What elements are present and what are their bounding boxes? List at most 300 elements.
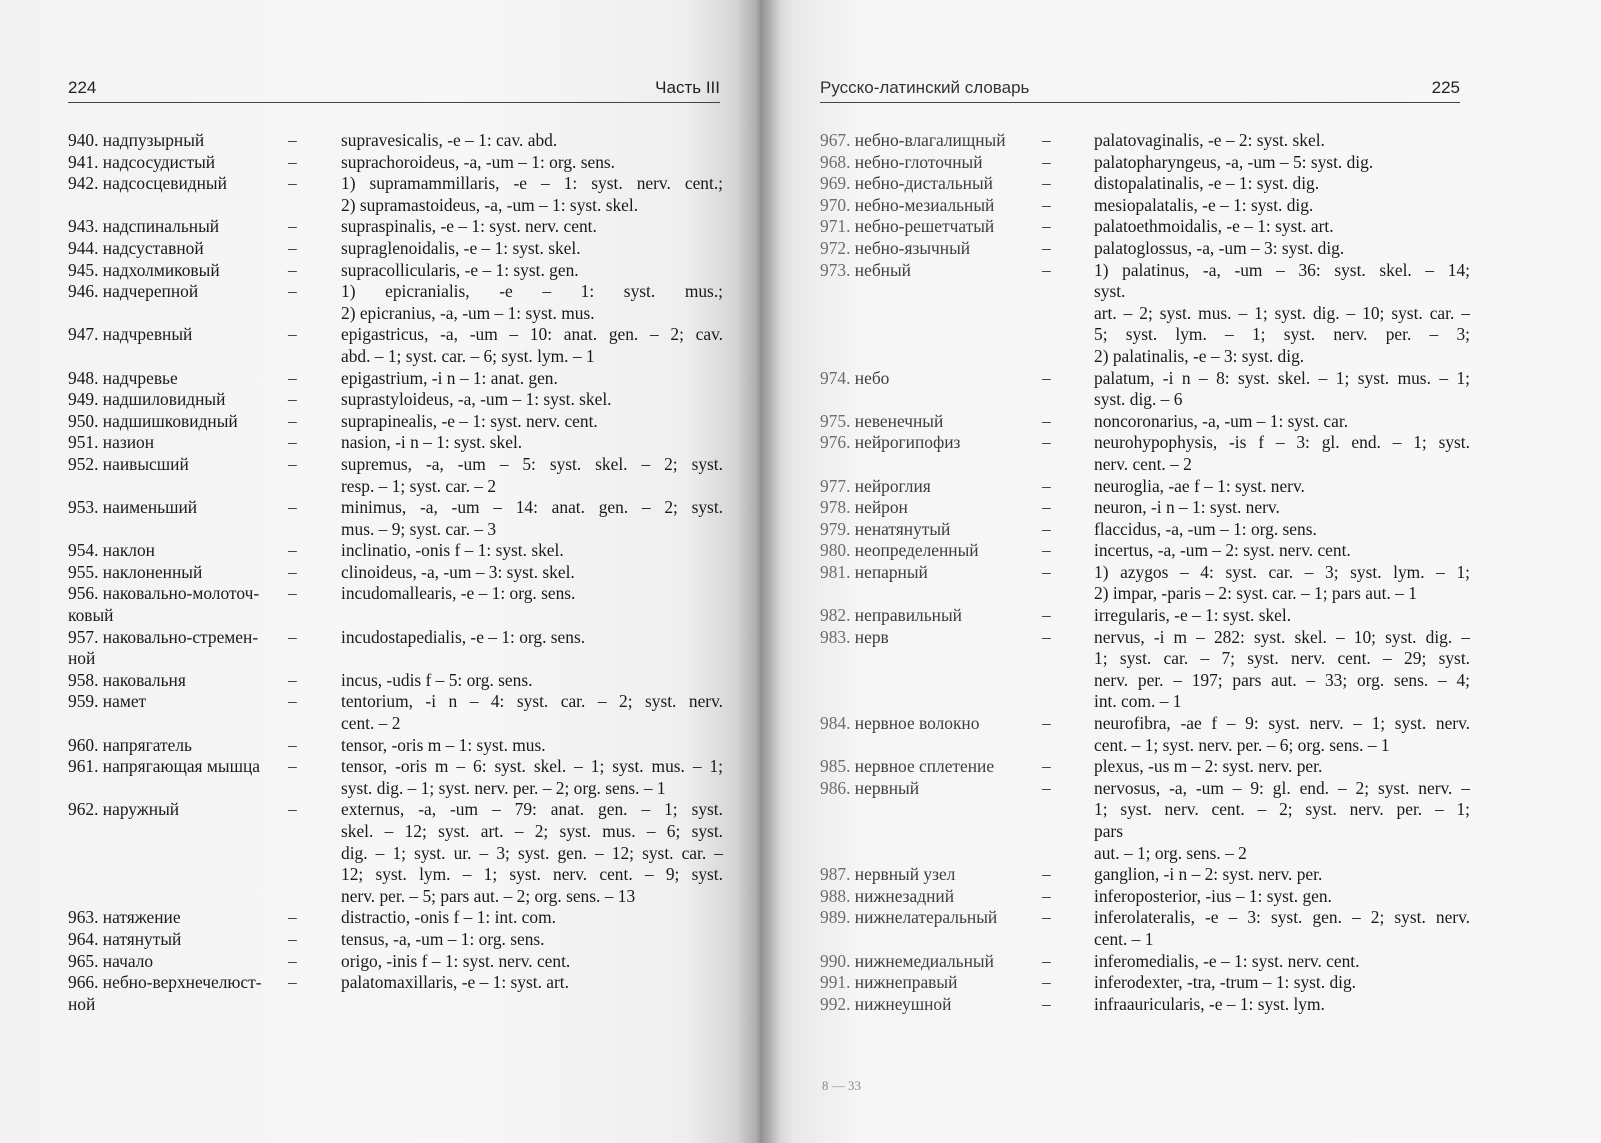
russian-term bbox=[820, 972, 1032, 994]
entry-number: 952. bbox=[68, 453, 99, 474]
russian-term-line: надсосцевидный bbox=[102, 173, 227, 194]
russian-term-line: нейрогипофиз bbox=[854, 432, 961, 453]
latin-definition bbox=[341, 670, 723, 692]
latin-definition bbox=[341, 756, 723, 799]
entry-number: 976. bbox=[820, 432, 851, 453]
dictionary-entry bbox=[68, 583, 723, 626]
latin-definition bbox=[1094, 907, 1470, 950]
latin-definition-line: aut. – 1; org. sens. – 2 bbox=[1094, 842, 1247, 863]
russian-term bbox=[820, 886, 1032, 908]
entry-dash: – bbox=[1042, 410, 1051, 431]
dictionary-entry bbox=[820, 476, 1470, 498]
russian-term-line: небно-верхнечелюст- bbox=[102, 972, 262, 993]
latin-definition bbox=[1094, 238, 1470, 260]
latin-definition-line: clinoideus, -a, -um – 3: syst. skel. bbox=[341, 561, 575, 582]
russian-term bbox=[68, 497, 278, 540]
entry-dash: – bbox=[1042, 367, 1051, 388]
dictionary-entry bbox=[68, 562, 723, 584]
entry-dash: – bbox=[1042, 497, 1051, 518]
latin-definition-line: inferolateralis, -e – 3: syst. gen. – 2; syst. nerv. bbox=[1094, 907, 1470, 928]
russian-term bbox=[820, 519, 1032, 541]
latin-definition bbox=[341, 540, 723, 562]
russian-term bbox=[820, 864, 1032, 886]
russian-term-line: нервный узел bbox=[854, 864, 956, 885]
latin-definition bbox=[1094, 627, 1470, 713]
latin-definition bbox=[341, 130, 723, 152]
russian-term bbox=[68, 951, 278, 973]
latin-definition bbox=[341, 216, 723, 238]
latin-definition bbox=[341, 799, 723, 907]
entry-dash: – bbox=[1042, 972, 1051, 993]
entry-number: 974. bbox=[820, 367, 851, 388]
russian-term-line: нижнеправый bbox=[854, 972, 958, 993]
russian-term-line: наковально-стремен- bbox=[102, 626, 259, 647]
entry-dash: – bbox=[1042, 540, 1051, 561]
russian-term-line: надспинальный bbox=[102, 216, 220, 237]
dictionary-entry bbox=[820, 238, 1470, 260]
dictionary-entry bbox=[820, 152, 1470, 174]
dictionary-entry bbox=[68, 432, 723, 454]
russian-term bbox=[820, 562, 1032, 605]
latin-definition-line: syst. bbox=[1094, 281, 1126, 302]
entry-dash: – bbox=[288, 259, 297, 280]
latin-definition-line: 1) epicranialis, -e – 1: syst. mus.; bbox=[341, 281, 723, 302]
latin-definition-line: suprastyloideus, -a, -um – 1: syst. skel. bbox=[341, 389, 612, 410]
entry-number: 978. bbox=[820, 497, 851, 518]
latin-definition-line: inferodexter, -tra, -trum – 1: syst. dig. bbox=[1094, 972, 1357, 993]
entry-dash: – bbox=[288, 151, 297, 172]
latin-definition-line: abd. – 1; syst. car. – 6; syst. lym. – 1 bbox=[341, 345, 595, 366]
entry-dash: – bbox=[1042, 907, 1051, 928]
latin-definition bbox=[341, 238, 723, 260]
russian-term bbox=[820, 130, 1032, 152]
latin-definition-line: nervus, -i m – 282: syst. skel. – 10; syst. dig. – bbox=[1094, 626, 1470, 647]
latin-definition-line: tensor, -oris m – 6: syst. skel. – 1; syst. mus. – 1; bbox=[341, 756, 723, 777]
entry-dash: – bbox=[1042, 475, 1051, 496]
dictionary-entry bbox=[820, 411, 1470, 433]
dictionary-entry bbox=[68, 216, 723, 238]
latin-definition bbox=[1094, 951, 1470, 973]
russian-term bbox=[820, 432, 1032, 475]
russian-term-line: наклоненный bbox=[102, 561, 203, 582]
russian-term bbox=[68, 173, 278, 216]
entry-dash: – bbox=[288, 734, 297, 755]
russian-term bbox=[68, 907, 278, 929]
entry-dash: – bbox=[1042, 151, 1051, 172]
entry-dash: – bbox=[288, 928, 297, 949]
dictionary-entry bbox=[68, 173, 723, 216]
entry-number: 979. bbox=[820, 518, 851, 539]
russian-term-line: надчревный bbox=[102, 324, 193, 345]
latin-definition-line: resp. – 1; syst. car. – 2 bbox=[341, 475, 497, 496]
latin-definition-line: neurohypophysis, -is f – 3: gl. end. – 1; syst. bbox=[1094, 432, 1470, 453]
latin-definition bbox=[1094, 130, 1470, 152]
dictionary-entry bbox=[68, 735, 723, 757]
latin-definition bbox=[341, 691, 723, 734]
dictionary-entry bbox=[68, 972, 723, 1015]
dictionary-entry bbox=[68, 907, 723, 929]
russian-term bbox=[820, 907, 1032, 950]
latin-definition-line: cent. – 2 bbox=[341, 713, 401, 734]
russian-term bbox=[820, 173, 1032, 195]
latin-definition bbox=[341, 907, 723, 929]
russian-term bbox=[68, 670, 278, 692]
latin-definition-line: supraspinalis, -e – 1: syst. nerv. cent. bbox=[341, 216, 597, 237]
russian-term bbox=[820, 994, 1032, 1016]
latin-definition-line: palatum, -i n – 8: syst. skel. – 1; syst. mus. – 1; bbox=[1094, 367, 1470, 388]
latin-definition-line: palatoethmoidalis, -e – 1: syst. art. bbox=[1094, 216, 1334, 237]
entry-dash: – bbox=[1042, 216, 1051, 237]
russian-term-line: напрягающая мышца bbox=[102, 756, 261, 777]
latin-definition bbox=[1094, 994, 1470, 1016]
russian-term bbox=[68, 540, 278, 562]
russian-term-line: нижнезадний bbox=[854, 885, 955, 906]
dictionary-entry bbox=[820, 173, 1470, 195]
russian-term bbox=[820, 216, 1032, 238]
entry-number: 968. bbox=[820, 151, 851, 172]
russian-term-line: небно-глоточный bbox=[854, 151, 983, 172]
latin-definition-line: dig. – 1; syst. ur. – 3; syst. gen. – 12; syst. car. – bbox=[341, 842, 723, 863]
russian-term-line: начало bbox=[102, 950, 154, 971]
russian-term bbox=[820, 778, 1032, 864]
russian-term-line: неопределенный bbox=[854, 540, 979, 561]
latin-definition bbox=[341, 260, 723, 282]
latin-definition-line: ganglion, -i n – 2: syst. nerv. per. bbox=[1094, 864, 1323, 885]
entry-dash: – bbox=[1042, 259, 1051, 280]
entry-number: 977. bbox=[820, 475, 851, 496]
entry-dash: – bbox=[1042, 626, 1051, 647]
latin-definition bbox=[1094, 368, 1470, 411]
entry-number: 985. bbox=[820, 756, 851, 777]
russian-term-line: надчревье bbox=[102, 367, 178, 388]
latin-definition bbox=[1094, 173, 1470, 195]
latin-definition-line: infraauricularis, -e – 1: syst. lym. bbox=[1094, 993, 1325, 1014]
latin-definition bbox=[1094, 562, 1470, 605]
dictionary-entry bbox=[820, 627, 1470, 713]
dictionary-entry bbox=[820, 519, 1470, 541]
latin-definition-line: neuroglia, -ae f – 1: syst. nerv. bbox=[1094, 475, 1305, 496]
latin-definition-line: palatomaxillaris, -e – 1: syst. art. bbox=[341, 972, 569, 993]
latin-definition bbox=[341, 173, 723, 216]
latin-definition bbox=[341, 972, 723, 1015]
russian-term-line: небно-решетчатый bbox=[854, 216, 995, 237]
dictionary-entry bbox=[68, 799, 723, 907]
russian-term-line: нервное волокно bbox=[854, 713, 980, 734]
latin-definition-line: palatoglossus, -a, -um – 3: syst. dig. bbox=[1094, 237, 1345, 258]
latin-definition-line: distopalatinalis, -e – 1: syst. dig. bbox=[1094, 173, 1320, 194]
entry-number: 945. bbox=[68, 259, 99, 280]
russian-term-line: нервное сплетение bbox=[854, 756, 995, 777]
entry-number: 949. bbox=[68, 389, 99, 410]
entry-number: 941. bbox=[68, 151, 99, 172]
entry-number: 956. bbox=[68, 583, 99, 604]
footer-signature: 8 — 33 bbox=[822, 1078, 861, 1093]
dictionary-entry bbox=[820, 972, 1470, 994]
latin-definition bbox=[341, 411, 723, 433]
left-running-head: Часть III bbox=[655, 78, 720, 97]
latin-definition bbox=[341, 368, 723, 390]
russian-term-line: натяжение bbox=[102, 907, 181, 928]
entry-dash: – bbox=[288, 497, 297, 518]
left-entry-list bbox=[68, 130, 723, 1015]
entry-number: 947. bbox=[68, 324, 99, 345]
latin-definition bbox=[1094, 260, 1470, 368]
entry-dash: – bbox=[288, 237, 297, 258]
latin-definition-line: 2) epicranius, -a, -um – 1: syst. mus. bbox=[341, 302, 595, 323]
dictionary-entry bbox=[68, 454, 723, 497]
latin-definition-line: 12; syst. lym. – 1; syst. nerv. cent. – 9; syst. bbox=[341, 864, 723, 885]
latin-definition-line: incudostapedialis, -e – 1: org. sens. bbox=[341, 626, 586, 647]
latin-definition-line: inclinatio, -onis f – 1: syst. skel. bbox=[341, 540, 564, 561]
entry-number: 950. bbox=[68, 410, 99, 431]
latin-definition-line: plexus, -us m – 2: syst. nerv. per. bbox=[1094, 756, 1323, 777]
entry-dash: – bbox=[1042, 993, 1051, 1014]
latin-definition bbox=[341, 281, 723, 324]
russian-term bbox=[68, 432, 278, 454]
latin-definition-line: neurofibra, -ae f – 9: syst. nerv. – 1; syst. nerv. bbox=[1094, 713, 1470, 734]
russian-term bbox=[68, 152, 278, 174]
entry-number: 961. bbox=[68, 756, 99, 777]
entry-dash: – bbox=[288, 324, 297, 345]
dictionary-entry bbox=[68, 627, 723, 670]
latin-definition-line: nerv. per. – 197; pars aut. – 33; org. sens. – 4; bbox=[1094, 669, 1470, 690]
latin-definition-line: incertus, -a, -um – 2: syst. nerv. cent. bbox=[1094, 540, 1351, 561]
entry-dash: – bbox=[288, 756, 297, 777]
entry-dash: – bbox=[1042, 173, 1051, 194]
dictionary-entry bbox=[68, 411, 723, 433]
entry-number: 948. bbox=[68, 367, 99, 388]
dictionary-entry bbox=[820, 713, 1470, 756]
latin-definition-line: 5; syst. lym. – 1; syst. nerv. per. – 3; bbox=[1094, 324, 1470, 345]
latin-definition-line: pars bbox=[1094, 821, 1123, 841]
dictionary-entry bbox=[68, 260, 723, 282]
russian-term bbox=[68, 368, 278, 390]
latin-definition-line: incudomallearis, -e – 1: org. sens. bbox=[341, 583, 576, 604]
latin-definition bbox=[1094, 152, 1470, 174]
latin-definition-line: nerv. cent. – 2 bbox=[1094, 453, 1192, 474]
entry-number: 944. bbox=[68, 237, 99, 258]
dictionary-entry bbox=[820, 216, 1470, 238]
entry-number: 942. bbox=[68, 173, 99, 194]
latin-definition bbox=[1094, 756, 1470, 778]
dictionary-entry bbox=[820, 497, 1470, 519]
entry-number: 963. bbox=[68, 907, 99, 928]
dictionary-entry bbox=[820, 130, 1470, 152]
entry-dash: – bbox=[288, 173, 297, 194]
latin-definition-line: distractio, -onis f – 1: int. com. bbox=[341, 907, 556, 928]
entry-number: 967. bbox=[820, 130, 851, 150]
entry-dash: – bbox=[288, 799, 297, 820]
latin-definition-line: suprachoroideus, -a, -um – 1: org. sens. bbox=[341, 151, 616, 172]
entry-number: 970. bbox=[820, 194, 851, 215]
russian-term-line: ковый bbox=[68, 605, 114, 626]
latin-definition-line: supremus, -a, -um – 5: syst. skel. – 2; syst. bbox=[341, 453, 723, 474]
latin-definition-line: 1; syst. car. – 7; syst. nerv. cent. – 29; syst. bbox=[1094, 648, 1470, 669]
latin-definition-line: nervosus, -a, -um – 9: gl. end. – 2; syst. nerv. – bbox=[1094, 777, 1470, 798]
latin-definition bbox=[1094, 886, 1470, 908]
latin-definition-line: neuron, -i n – 1: syst. nerv. bbox=[1094, 497, 1280, 518]
entry-number: 975. bbox=[820, 410, 851, 431]
entry-number: 980. bbox=[820, 540, 851, 561]
russian-term-line: нижнеушной bbox=[854, 993, 952, 1014]
latin-definition bbox=[341, 951, 723, 973]
dictionary-entry bbox=[820, 562, 1470, 605]
russian-term-line: надхолмиковый bbox=[102, 259, 220, 280]
russian-term-line: ной bbox=[68, 993, 96, 1014]
russian-term-line: нижнелатеральный bbox=[854, 907, 998, 928]
entry-dash: – bbox=[1042, 194, 1051, 215]
right-page-number: 225 bbox=[1431, 78, 1460, 97]
latin-definition bbox=[341, 432, 723, 454]
entry-dash: – bbox=[288, 561, 297, 582]
russian-term-line: намет bbox=[102, 691, 147, 712]
latin-definition bbox=[1094, 411, 1470, 433]
russian-term-line: небно-мезиальный bbox=[854, 194, 995, 215]
latin-definition-line: tensor, -oris m – 1: syst. mus. bbox=[341, 734, 546, 755]
russian-term bbox=[68, 216, 278, 238]
russian-term bbox=[820, 713, 1032, 756]
latin-definition-line: mus. – 9; syst. car. – 3 bbox=[341, 518, 497, 539]
dictionary-entry bbox=[68, 670, 723, 692]
entry-number: 940. bbox=[68, 130, 99, 150]
latin-definition bbox=[1094, 432, 1470, 475]
russian-term bbox=[68, 691, 278, 734]
latin-definition-line: flaccidus, -a, -um – 1: org. sens. bbox=[1094, 518, 1317, 539]
russian-term-line: наковально-молоточ- bbox=[102, 583, 260, 604]
dictionary-entry bbox=[68, 756, 723, 799]
latin-definition bbox=[341, 497, 723, 540]
entry-dash: – bbox=[1042, 885, 1051, 906]
dictionary-entry bbox=[820, 778, 1470, 864]
entry-dash: – bbox=[1042, 605, 1051, 626]
russian-term bbox=[820, 260, 1032, 368]
entry-dash: – bbox=[288, 691, 297, 712]
latin-definition bbox=[1094, 497, 1470, 519]
entry-number: 951. bbox=[68, 432, 99, 453]
russian-term-line: небно-влагалищный bbox=[854, 130, 1006, 150]
latin-definition-line: nasion, -i n – 1: syst. skel. bbox=[341, 432, 523, 453]
latin-definition-line: supraglenoidalis, -e – 1: syst. skel. bbox=[341, 237, 581, 258]
russian-term-line: надсосудистый bbox=[102, 151, 216, 172]
entry-number: 971. bbox=[820, 216, 851, 237]
russian-term bbox=[820, 605, 1032, 627]
entry-dash: – bbox=[288, 410, 297, 431]
russian-term bbox=[68, 324, 278, 367]
russian-term-line: натянутый bbox=[102, 928, 182, 949]
russian-term-line: нижнемедиальный bbox=[854, 950, 994, 971]
russian-term-line: небно-язычный bbox=[854, 237, 971, 258]
russian-term bbox=[820, 411, 1032, 433]
entry-dash: – bbox=[288, 907, 297, 928]
right-running-head: Русско-латинский словарь bbox=[820, 78, 1030, 97]
dictionary-entry bbox=[820, 260, 1470, 368]
entry-number: 958. bbox=[68, 669, 99, 690]
latin-definition-line: art. – 2; syst. mus. – 1; syst. dig. – 10; syst. car. – bbox=[1094, 302, 1470, 323]
entry-dash: – bbox=[288, 367, 297, 388]
russian-term bbox=[820, 627, 1032, 713]
entry-number: 962. bbox=[68, 799, 99, 820]
dictionary-entry bbox=[820, 195, 1470, 217]
dictionary-entry bbox=[68, 152, 723, 174]
latin-definition-line: supracollicularis, -e – 1: syst. gen. bbox=[341, 259, 579, 280]
entry-dash: – bbox=[288, 130, 297, 150]
entry-dash: – bbox=[288, 453, 297, 474]
latin-definition bbox=[341, 454, 723, 497]
entry-number: 957. bbox=[68, 626, 99, 647]
dictionary-entry bbox=[820, 368, 1470, 411]
entry-dash: – bbox=[288, 972, 297, 993]
latin-definition-line: cent. – 1 bbox=[1094, 928, 1154, 949]
entry-dash: – bbox=[1042, 518, 1051, 539]
entry-dash: – bbox=[1042, 756, 1051, 777]
latin-definition bbox=[341, 324, 723, 367]
dictionary-entry bbox=[820, 886, 1470, 908]
entry-dash: – bbox=[1042, 777, 1051, 798]
latin-definition bbox=[1094, 476, 1470, 498]
russian-term-line: нервный bbox=[854, 777, 920, 798]
russian-term-line: надшиловидный bbox=[102, 389, 226, 410]
entry-number: 986. bbox=[820, 777, 851, 798]
latin-definition-line: mesiopalatalis, -e – 1: syst. dig. bbox=[1094, 194, 1314, 215]
entry-dash: – bbox=[1042, 864, 1051, 885]
latin-definition-line: supravesicalis, -e – 1: cav. abd. bbox=[341, 130, 558, 150]
russian-term-line: назион bbox=[102, 432, 155, 453]
entry-number: 972. bbox=[820, 237, 851, 258]
entry-dash: – bbox=[1042, 130, 1051, 150]
russian-term-line: наковальня bbox=[102, 669, 186, 690]
russian-term bbox=[68, 562, 278, 584]
entry-number: 959. bbox=[68, 691, 99, 712]
entry-number: 984. bbox=[820, 713, 851, 734]
dictionary-entry bbox=[820, 432, 1470, 475]
russian-term bbox=[68, 260, 278, 282]
entry-number: 982. bbox=[820, 605, 851, 626]
russian-term-line: наименьший bbox=[102, 497, 198, 518]
latin-definition-line: noncoronarius, -a, -um – 1: syst. car. bbox=[1094, 410, 1349, 431]
entry-dash: – bbox=[288, 216, 297, 237]
latin-definition bbox=[341, 562, 723, 584]
latin-definition bbox=[1094, 864, 1470, 886]
russian-term-line: надпузырный bbox=[102, 130, 205, 150]
right-entry-list bbox=[820, 130, 1470, 1015]
left-page bbox=[0, 0, 760, 1143]
russian-term-line: напрягатель bbox=[102, 734, 192, 755]
entry-dash: – bbox=[1042, 950, 1051, 971]
russian-term bbox=[68, 972, 278, 1015]
dictionary-entry bbox=[68, 497, 723, 540]
russian-term bbox=[68, 735, 278, 757]
dictionary-entry bbox=[820, 907, 1470, 950]
latin-definition-line: inferoposterior, -ius – 1: syst. gen. bbox=[1094, 885, 1332, 906]
entry-number: 954. bbox=[68, 540, 99, 561]
russian-term bbox=[820, 368, 1032, 411]
latin-definition bbox=[1094, 519, 1470, 541]
latin-definition bbox=[1094, 540, 1470, 562]
russian-term bbox=[68, 929, 278, 951]
russian-term bbox=[68, 238, 278, 260]
entry-number: 964. bbox=[68, 928, 99, 949]
entry-number: 991. bbox=[820, 972, 851, 993]
entry-number: 943. bbox=[68, 216, 99, 237]
dictionary-entry bbox=[820, 951, 1470, 973]
left-page-number: 224 bbox=[68, 78, 97, 97]
russian-term-line: нерв bbox=[854, 626, 889, 647]
dictionary-entry bbox=[820, 994, 1470, 1016]
entry-dash: – bbox=[1042, 432, 1051, 453]
russian-term-line: наклон bbox=[102, 540, 155, 561]
entry-dash: – bbox=[288, 583, 297, 604]
dictionary-entry bbox=[68, 238, 723, 260]
